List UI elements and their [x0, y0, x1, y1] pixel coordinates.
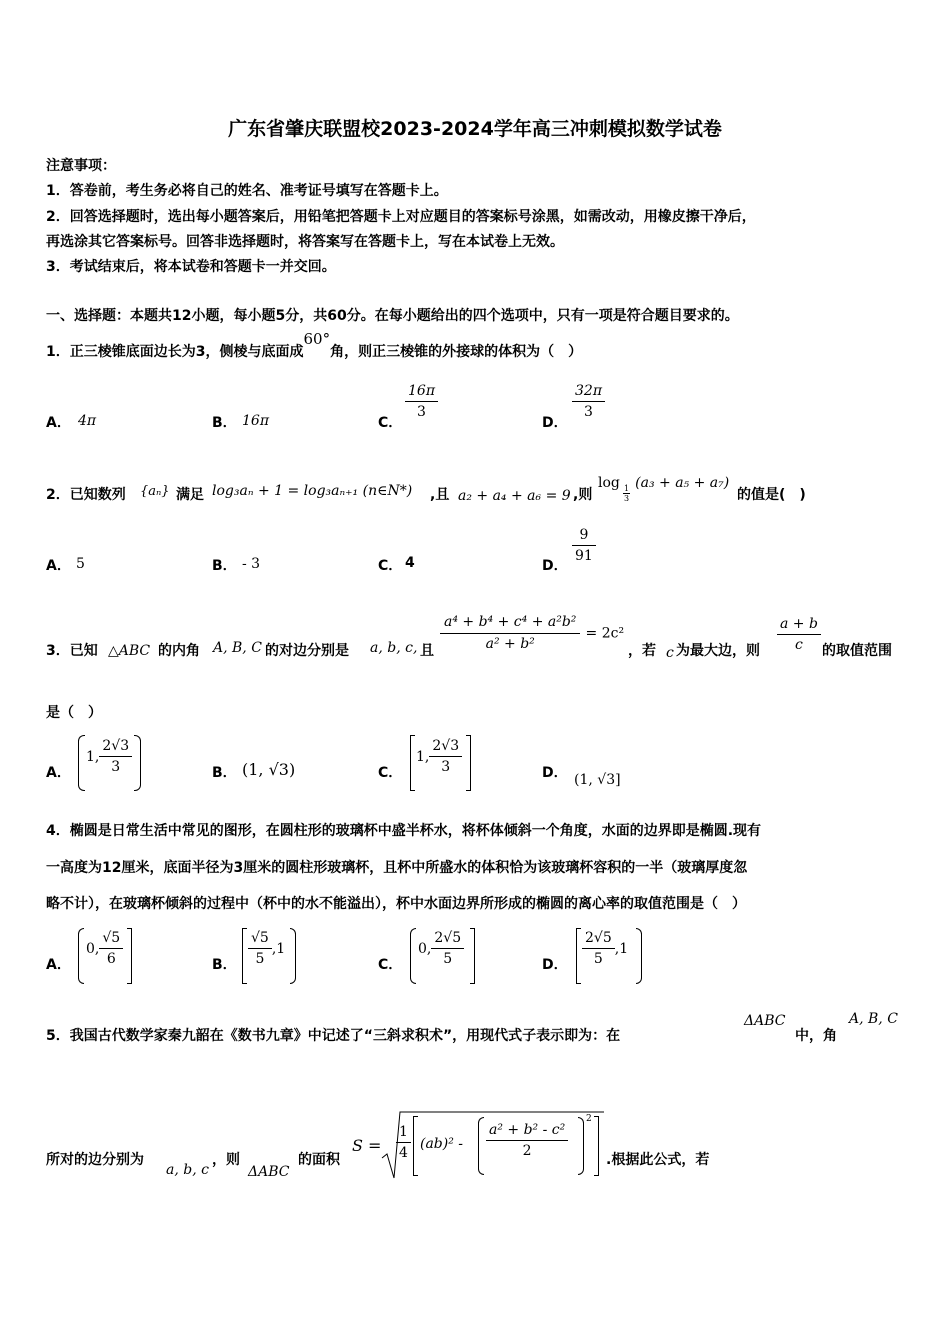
- question-4-line: 4．椭圆是日常生活中常见的图形，在圆柱形的玻璃杯中盛半杯水，将杯体倾斜一个角度，水面的边界即是椭圆.现有: [46, 823, 762, 839]
- note-item: 3．考试结束后，将本试卷和答题卡一并交回。: [46, 259, 336, 275]
- q2-base-num: 1: [623, 484, 630, 493]
- q5-inner-den: 2: [522, 1143, 532, 1159]
- q3-c-num: 2√3: [429, 738, 462, 757]
- q2-d-num: 9: [572, 527, 596, 546]
- q1-option-c: [405, 383, 438, 420]
- q4-b-right-paren: [290, 928, 296, 984]
- q5-t3: ，则: [212, 1152, 240, 1168]
- q1-c-num: 16π: [405, 383, 438, 402]
- note-item: 2．回答选择题时，选出每小题答案后，用铅笔把答题卡上对应题目的答案标号涂黑，如需改动，用橡皮擦干净后，: [46, 209, 756, 225]
- q5-t2: 所对的边分别为: [46, 1152, 144, 1168]
- q5-ab: (ab)² -: [420, 1136, 464, 1152]
- q4-d-left-bracket: [576, 928, 581, 984]
- q4-option-a-label: A．: [46, 957, 71, 973]
- q3-a-left: 1,: [86, 749, 100, 765]
- q1-option-a-label: A．: [46, 415, 71, 431]
- q2-seq: {aₙ}: [140, 484, 170, 499]
- q5-sq: 2: [586, 1114, 592, 1124]
- q3-frac-den: a² + b²: [485, 636, 535, 652]
- q4-option-d-label: D．: [542, 957, 568, 973]
- q1-text-b: 角，则正三棱锥的外接球的体积为（ ）: [330, 344, 583, 360]
- q3-c: c: [666, 645, 674, 661]
- q3-t3: 且: [420, 643, 434, 659]
- q4-a-num: √5: [99, 930, 123, 949]
- q5-quarter: [396, 1124, 411, 1161]
- q1-option-a: 4π: [78, 413, 97, 429]
- q2-base-den: 3: [623, 494, 630, 503]
- q3-t6: 的取值范围: [822, 643, 892, 659]
- q3-option-d-label: D．: [542, 765, 568, 781]
- q2-option-a: 5: [76, 556, 85, 572]
- q4-c-num: 2√5: [431, 930, 464, 949]
- q5-t5: .根据此公式，若: [606, 1152, 710, 1168]
- q3-t1: 的内角: [158, 643, 200, 659]
- q2-t1: 满足: [176, 487, 204, 503]
- q5-t1: 中，角: [795, 1028, 837, 1044]
- q5-tri2: ΔABC: [248, 1164, 290, 1180]
- note-item: 1．答卷前，考生务必将自己的姓名、准考证号填写在答题卡上。: [46, 183, 448, 199]
- q1-d-num: 32π: [572, 383, 605, 402]
- q5-inner-num: a² + b² - c²: [486, 1122, 568, 1141]
- q5-quarter-num: 1: [396, 1124, 411, 1143]
- q4-option-d: [582, 930, 628, 967]
- q2-t2: ,且: [430, 487, 450, 503]
- q4-d-right: ,1: [614, 941, 629, 957]
- q3-t5: 为最大边，则: [676, 643, 760, 659]
- q3-ratio-num: a + b: [777, 616, 821, 635]
- q5-s: S =: [352, 1136, 382, 1155]
- q5-quarter-den: 4: [399, 1145, 408, 1161]
- q4-option-a: [86, 930, 123, 967]
- q3-c-den: 3: [441, 759, 451, 775]
- q4-option-b: [248, 930, 285, 967]
- q3-line2: 是（ ）: [46, 705, 102, 721]
- question-2-lead: 2．已知数列: [46, 487, 126, 503]
- q1-option-b-label: B．: [212, 415, 237, 431]
- q3-c-left-bracket: [410, 735, 415, 791]
- q3-t2: 的对边分别是: [265, 643, 349, 659]
- q3-equation: [440, 614, 624, 652]
- q5-angles: A, B, C: [849, 1011, 898, 1027]
- q3-option-c-label: C．: [378, 765, 403, 781]
- q4-b-den: 5: [255, 951, 265, 967]
- q4-b-right: ,1: [271, 941, 286, 957]
- q1-text-a: 1．正三棱锥底面边长为3，侧棱与底面成: [46, 344, 304, 360]
- q4-a-den: 6: [106, 951, 116, 967]
- question-4-line: 略不计），在玻璃杯倾斜的过程中（杯中的水不能溢出），杯中水面边界所形成的椭圆的离心率的取值范围是（ ）: [46, 896, 746, 912]
- q4-a-left-paren: [78, 928, 84, 984]
- q2-option-d-label: D．: [542, 558, 568, 574]
- section-heading: 一、选择题：本题共12小题，每小题5分，共60分。在每小题给出的四个选项中，只有一项是符合题目要求的。: [46, 308, 739, 324]
- q2-t4: 的值是( ): [737, 487, 806, 503]
- q1-option-b: 16π: [242, 413, 270, 429]
- q2-arg: (a₃ + a₅ + a₇): [635, 475, 730, 491]
- q1-option-c-label: C．: [378, 415, 403, 431]
- q2-t3: ,则: [573, 487, 593, 503]
- q2-formula: log₃aₙ + 1 = log₃aₙ₊₁ (n∈N*): [212, 483, 413, 499]
- q1-angle: 60°: [303, 330, 331, 348]
- q4-a-right-bracket: [127, 928, 132, 984]
- q5-inner-left-paren: [478, 1117, 484, 1175]
- q4-option-c-label: C．: [378, 957, 403, 973]
- q4-d-right-paren: [636, 928, 642, 984]
- q5-t4: 的面积: [298, 1152, 340, 1168]
- q5-left-bracket: [413, 1116, 418, 1176]
- q2-option-b-label: B．: [212, 558, 237, 574]
- note-item: 再选涂其它答案标号。回答非选择题时，将答案写在答题卡上，写在本试卷上无效。: [46, 234, 564, 250]
- q3-rhs: = 2c²: [585, 625, 625, 642]
- q5-sides: a, b, c: [166, 1162, 209, 1178]
- question-5-lead: 5．我国古代数学家秦九韶在《数书九章》中记述了“三斜求积术”，用现代式子表示即为：在: [46, 1028, 621, 1044]
- q4-option-b-label: B．: [212, 957, 237, 973]
- q2-option-c-label: C．: [378, 558, 403, 574]
- q2-option-b: - 3: [242, 556, 261, 572]
- q4-b-num: √5: [248, 930, 272, 949]
- q3-angles: A, B, C: [213, 640, 262, 656]
- q2-option-d: [572, 527, 596, 564]
- q2-option-a-label: A．: [46, 558, 71, 574]
- q2-expr: [598, 472, 729, 503]
- q3-option-b-label: B．: [212, 765, 237, 781]
- q1-option-d-label: D．: [542, 415, 568, 431]
- q1-c-den: 3: [417, 404, 426, 420]
- q3-tri: △ABC: [108, 643, 151, 659]
- q4-d-num: 2√5: [582, 930, 615, 949]
- question-4-line: 一高度为12厘米，底面半径为3厘米的圆柱形玻璃杯，且杯中所盛水的体积恰为该玻璃杯容积的一半（玻璃厚度忽: [46, 860, 748, 876]
- page-title: 广东省肇庆联盟校2023-2024学年高三冲刺模拟数学试卷: [228, 118, 722, 140]
- q3-ratio-den: c: [795, 637, 803, 653]
- q4-option-c: [418, 930, 464, 967]
- q4-c-left: 0,: [418, 941, 432, 957]
- q2-d-den: 91: [575, 548, 593, 564]
- q3-c-left: 1,: [416, 749, 430, 765]
- q4-c-den: 5: [443, 951, 453, 967]
- q2-option-c: 4: [405, 555, 415, 571]
- q4-d-den: 5: [593, 951, 603, 967]
- q4-c-left-paren: [410, 928, 416, 984]
- q3-a-num: 2√3: [99, 738, 132, 757]
- question-3-lead: 3．已知: [46, 643, 98, 659]
- question-1: [46, 330, 583, 361]
- q3-c-right-bracket: [466, 735, 471, 791]
- q5-inner-frac: [486, 1122, 568, 1159]
- q4-c-right-bracket: [470, 928, 475, 984]
- q3-a-den: 3: [111, 759, 121, 775]
- q1-d-den: 3: [584, 404, 593, 420]
- q3-option-a-label: A．: [46, 765, 71, 781]
- notes-heading: 注意事项：: [46, 158, 116, 174]
- q3-option-c: [416, 738, 462, 775]
- q4-a-left: 0,: [86, 941, 100, 957]
- q5-inner-right-paren: [578, 1117, 584, 1175]
- q1-option-d: [572, 383, 605, 420]
- q2-cond: a₂ + a₄ + a₆ = 9: [458, 488, 571, 504]
- q3-option-d: (1, √3]: [574, 772, 621, 788]
- q3-a-left-paren: [78, 735, 85, 791]
- q3-t4: ，若: [628, 643, 656, 659]
- q3-option-a: [86, 738, 132, 775]
- q4-b-left-bracket: [242, 928, 247, 984]
- q3-sides: a, b, c,: [370, 640, 418, 656]
- q3-ratio: [777, 616, 821, 653]
- q3-frac-num: a⁴ + b⁴ + c⁴ + a²b²: [440, 614, 580, 634]
- q3-a-right-paren: [134, 735, 141, 791]
- q2-log: log: [598, 475, 620, 491]
- q3-option-b: (1, √3): [242, 760, 296, 779]
- q5-right-bracket: [594, 1116, 599, 1176]
- q5-tri: ΔABC: [744, 1013, 786, 1029]
